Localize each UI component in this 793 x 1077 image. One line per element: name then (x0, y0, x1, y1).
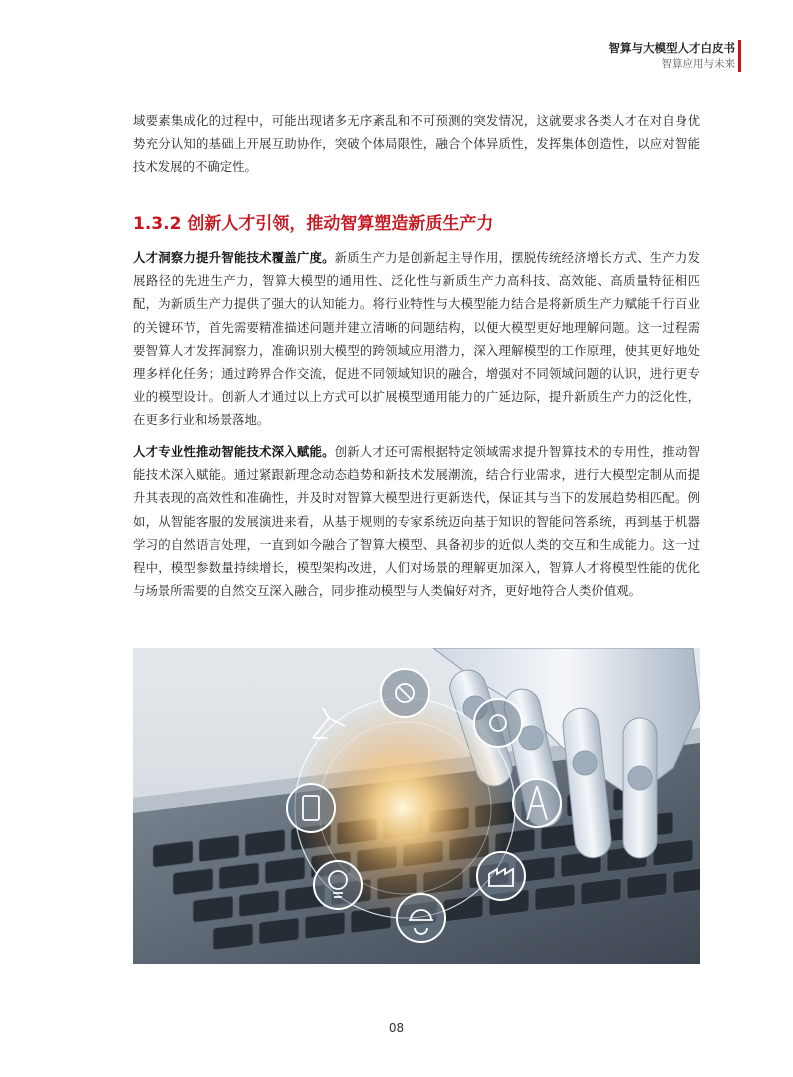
paragraph-insight-body: 新质生产力是创新起主导作用，摆脱传统经济增长方式、生产力发展路径的先进生产力，智算大模型的通用性、泛化性与新质生产力高科技、高效能、高质量特征相匹配，为新质生产力提供了强大的认知能力。将行业特性与大模型能力结合是将新质生产力赋能千行百业的关键环节，首先需要精准描述问题并建立清晰的问题结构，以便大模型更好地理解问题。这一过程需要智算人才发挥洞察力，准确识别大模型的跨领域应用潜力，深入理解模型的工作原理，使其更好地处理多样化任务；通过跨界合作交流，促进不同领域知识的融合，增强对不同领域问题的认识，进行更专业的模型设计。创新人才通过以上方式可以扩展模型通用能力的广延边际，提升新质生产力的泛化性，在更多行业和场景落地。 (133, 250, 701, 428)
robot-hand-laptop-image (133, 648, 700, 964)
paragraph-expertise (133, 440, 700, 602)
head-gear-icon (474, 699, 522, 747)
page-number: 08 (388, 1021, 405, 1035)
paragraph-expertise-body: 创新人才还可需根据特定领域需求提升智算技术的专用性，推动智能技术深入赋能。通过紧跟新理念动态趋势和新技术发展潮流，结合行业需求，进行大模型定制从而提升其表现的高效性和准确性，并及时对智算大模型进行更新迭代，保证其与当下的发展趋势相匹配。例如，从智能客服的发展演进来看，从基于规则的专家系统迈向基于知识的智能问答系统，再到基于机器学习的自然语言处理，一直到如今融合了智算大模型、具备初步的近似人类的交互和生成能力。这一过程中，模型参数量持续增长，模型架构改进，人们对场景的理解更加深入，智算人才将模型性能的优化与场景所需要的自然交互深入融合，同步推动模型与人类偏好对齐，更好地符合人类价值观。 (133, 444, 701, 599)
header-subtitle: 智算应用与未来 (661, 58, 735, 70)
paragraph-insight-lead: 人才洞察力提升智能技术覆盖广度。 (133, 250, 335, 265)
section-title: 1.3.2 创新人才引领，推动智算塑造新质生产力 (133, 214, 494, 234)
paragraph-insight (133, 246, 700, 432)
header-accent-bar (738, 40, 741, 72)
illustration-svg (133, 648, 700, 964)
header-title: 智算与大模型人才白皮书 (608, 41, 735, 55)
factory-icon (477, 852, 525, 900)
page-header (609, 40, 736, 72)
paragraph-expertise-lead: 人才专业性推动智能技术深入赋能。 (133, 444, 335, 459)
paragraph-intro: 域要素集成化的过程中，可能出现诸多无序紊乱和不可预测的突发情况，这就要求各类人才在对自身优势充分认知的基础上开展互助协作，突破个体局限性，融合个体异质性，发挥集体创造性，以应对智能技术发展的不确定性。 (133, 113, 700, 175)
smartphone-icon (287, 784, 335, 832)
lightbulb-icon (314, 861, 362, 909)
